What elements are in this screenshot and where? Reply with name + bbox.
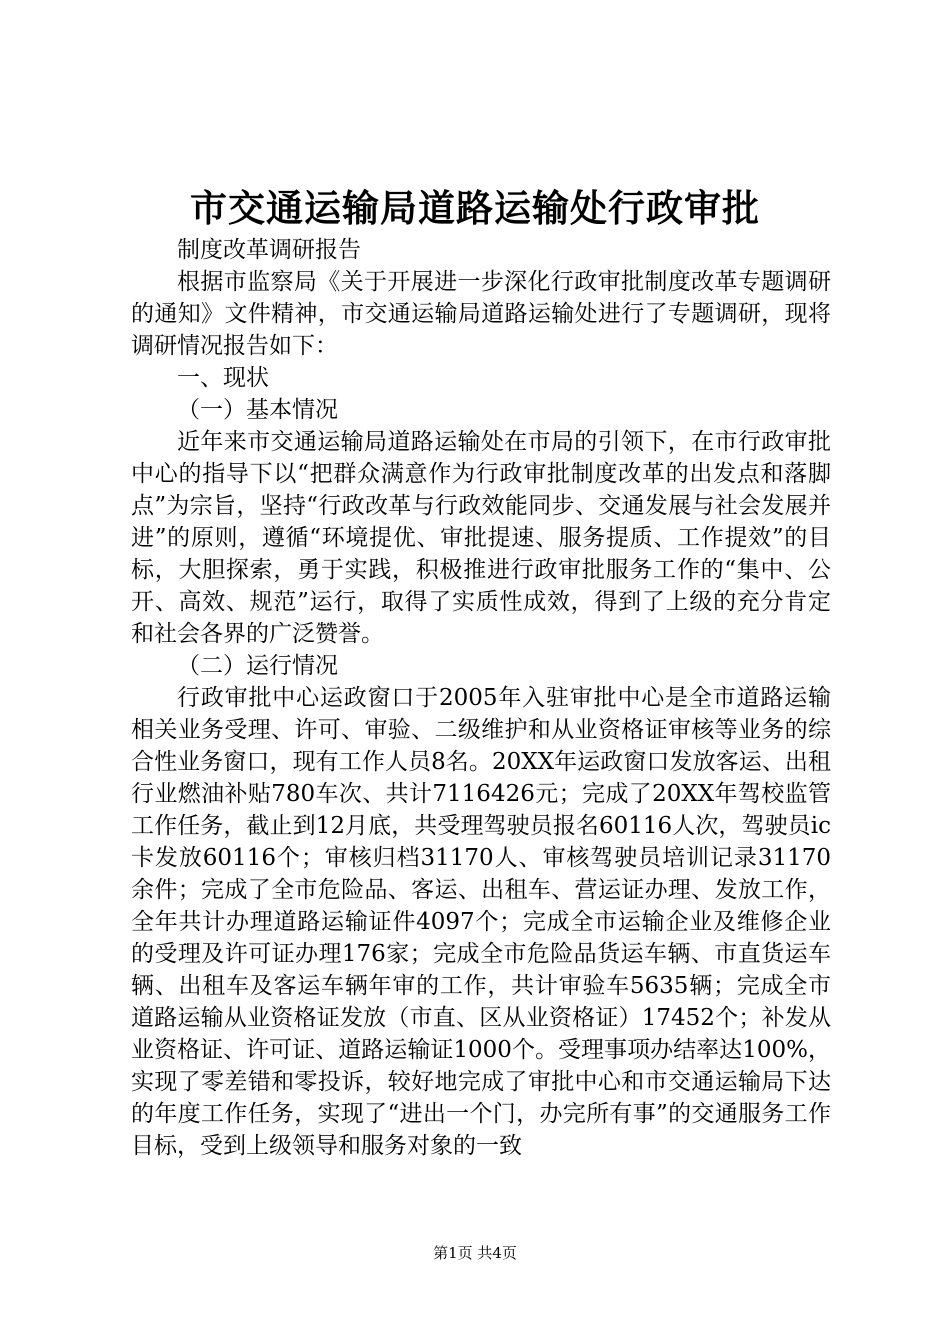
heading-section-1: 一、现状 bbox=[177, 365, 269, 391]
paragraph-operation-situation: 行政审批中心运政窗口于2005年入驻审批中心是全市道路运输相关业务受理、许可、审验、二级维护和从业资格证审核等业务的综合性业务窗口，现有工作人员8名。20XX年运政窗口发放客运、出租行业燃油补贴780车次、共计7116426元；完成了20XX年驾校监管工作任务，截止到12月底，共受理驾驶员报名60116人次，驾驶员ic卡发放60116个；审核归档31170人、审核驾驶员培训记录31170余件；完成了全市危险品、客运、出租车、营运证办理、发放工作，全年共计办理道路运输证件4097个；完成全市运输企业及维修企业的受理及许可证办理176家；完成全市危险品货运车辆、市直货运车辆、出租车及客运车辆年审的工作，共计审验车5635辆；完成全市道路运输从业资格证发放（市直、区从业资格证）17452个；补发从业资格证、许可证、道路运输证1000个。受理事项办结率达100%，实现了零差错和零投诉，较好地完成了审批中心和市交通运输局下达的年度工作任务，实现了“进出一个门，办完所有事”的交通服务工作目标，受到上级领导和服务对象的一致 bbox=[131, 685, 831, 1159]
paragraph-subtitle: 制度改革调研报告 bbox=[177, 237, 361, 263]
paragraph-basic-situation: 近年来市交通运输局道路运输处在市局的引领下，在市行政审批中心的指导下以“把群众满意作为行政审批制度改革的出发点和落脚点”为宗旨，坚持“行政改革与行政效能同步、交通发展与社会发展并进”的原则，遵循“环境提优、审批提速、服务提质、工作提效”的目标，大胆探索，勇于实践，积极推进行政审批服务工作的“集中、公开、高效、规范”运行，取得了实质性成效，得到了上级的充分肯定和社会各界的广泛赞誉。 bbox=[131, 429, 831, 647]
document-body bbox=[131, 234, 831, 1162]
document-title: 市交通运输局道路运输处行政审批 bbox=[190, 186, 760, 230]
paragraph-intro: 根据市监察局《关于开展进一步深化行政审批制度改革专题调研的通知》文件精神，市交通运输局道路运输处进行了专题调研，现将调研情况报告如下： bbox=[131, 269, 831, 359]
heading-subsection-2: （二）运行情况 bbox=[177, 653, 338, 679]
page-footer: 第1页 共4页 bbox=[433, 1244, 517, 1262]
heading-subsection-1: （一）基本情况 bbox=[177, 397, 338, 423]
